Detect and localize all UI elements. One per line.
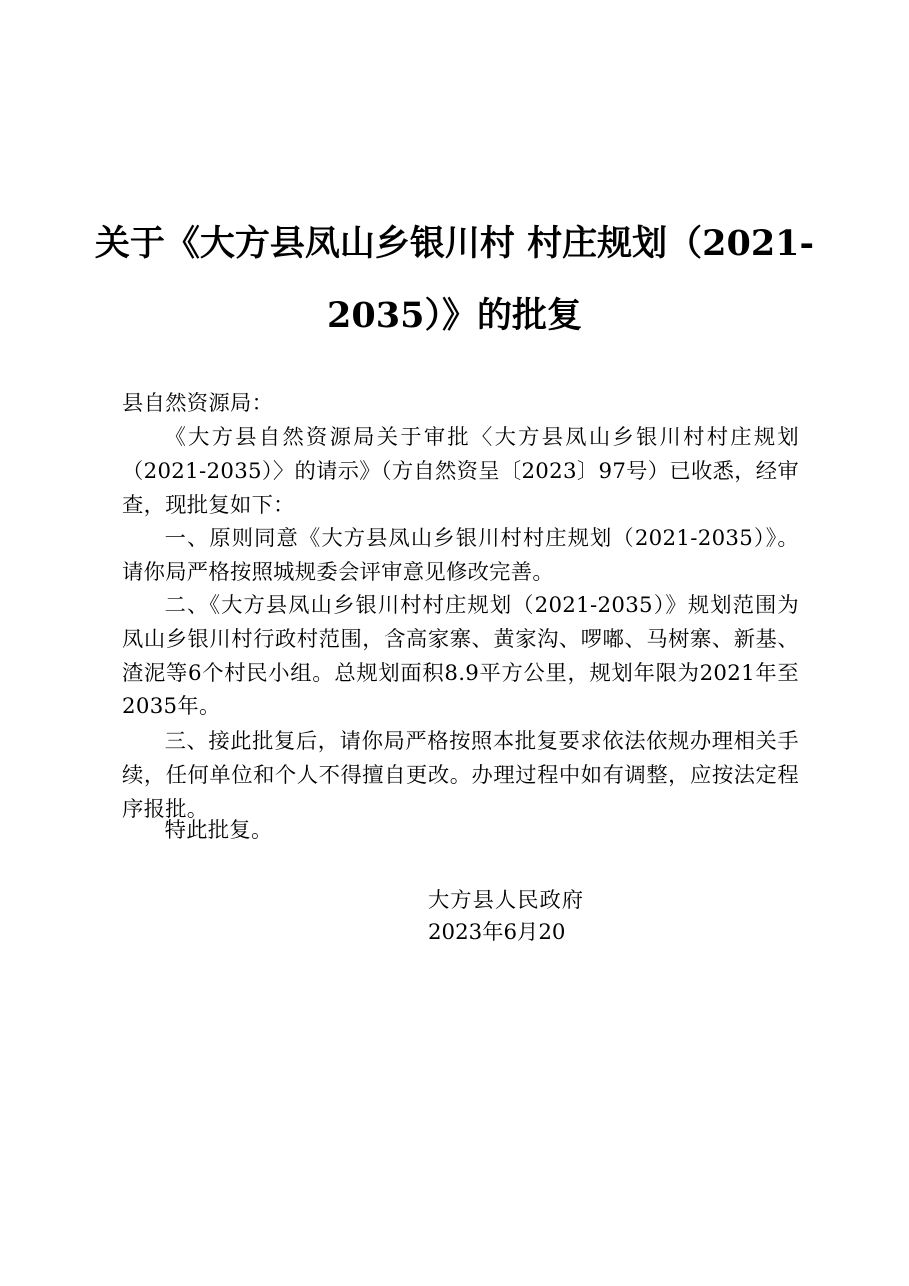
document-title-line-2: 2035）》的批复 <box>327 295 582 336</box>
paragraph-item-2: 二、《大方县凤山乡银川村村庄规划（2021-2035）》规划范围为凤山乡银川村行政村范围，含高家寨、黄家沟、啰嘟、马树寨、新基、渣泥等6个村民小组。总规划面积8.9平方公里，规划年限为2021年至2035年。 <box>122 593 799 720</box>
document-title-line-1: 关于《大方县凤山乡银川村 村庄规划（2021- <box>94 223 815 264</box>
signature-date: 2023年6月20 <box>428 920 566 945</box>
closing-line: 特此批复。 <box>164 818 273 843</box>
paragraph-intro: 《大方县自然资源局关于审批〈大方县凤山乡银川村村庄规划（2021-2035）〉的请示》（方自然资呈〔2023〕97号）已收悉，经审查，现批复如下： <box>122 425 799 518</box>
paragraph-item-3: 三、接此批复后，请你局严格按照本批复要求依法依规办理相关手续，任何单位和个人不得擅自更改。办理过程中如有调整，应按法定程序报批。 <box>122 729 799 822</box>
signature-organization: 大方县人民政府 <box>428 888 585 913</box>
salutation: 县自然资源局： <box>122 391 274 416</box>
paragraph-item-1: 一、原则同意《大方县凤山乡银川村村庄规划（2021-2035）》。请你局严格按照城规委会评审意见修改完善。 <box>122 526 799 585</box>
